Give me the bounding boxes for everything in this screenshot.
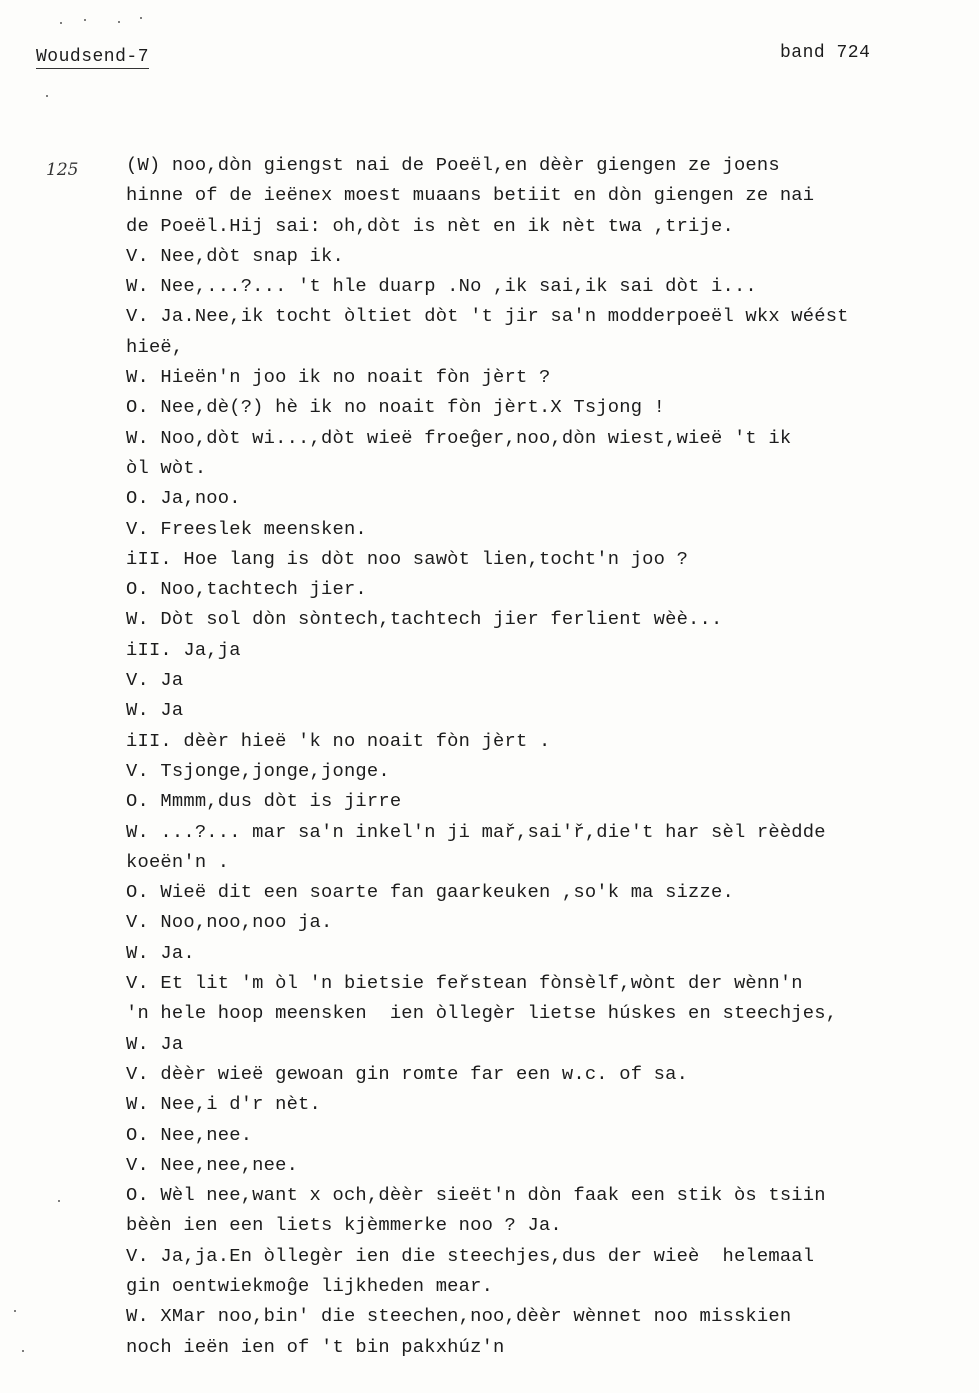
transcript-line: koeën'n .	[126, 850, 230, 873]
transcript-line: W. Nee,...?... 't hle duarp .No ,ik sai,ik sai dòt i...	[126, 275, 757, 298]
transcript-line: de Poeël.Hij sai: oh,dòt is nèt en ik nèt twa ,trije.	[126, 214, 734, 237]
transcript-line: W. Nee,i d'r nèt.	[126, 1093, 321, 1116]
transcript-line: V. Ja	[126, 669, 184, 692]
transcript-line: hinne of de ieënex moest muaans betiit en dòn giengen ze nai	[126, 184, 815, 207]
transcript-line: W. ...?... mar sa'n inkel'n ji mař,sai'ř,die't har sèl rèèdde	[126, 820, 826, 843]
transcript-line: hieë,	[126, 335, 184, 358]
transcript-line: W. Dòt sol dòn sòntech,tachtech jier ferlient wèè...	[126, 608, 723, 631]
transcript-line: W. Ja	[126, 699, 184, 722]
transcript-line: V. Nee,nee,nee.	[126, 1153, 299, 1176]
transcript-line: V. dèèr wieë gewoan gin romte far een w.c. of sa.	[126, 1062, 689, 1085]
transcript-line: iII. dèèr hieë 'k no noait fòn jèrt .	[126, 729, 551, 752]
transcript-line: iII. Ja,ja	[126, 638, 241, 661]
scan-speck	[22, 1350, 24, 1352]
transcript-line: V. Ja.Nee,ik tocht òltiet dòt 't jir sa'n modderpoeël wkx wéést	[126, 305, 849, 328]
transcript-line: W. XMar noo,bin' die steechen,noo,dèèr wènnet noo misskien	[126, 1305, 792, 1328]
scan-speck	[60, 22, 62, 24]
location-header: Woudsend-7	[36, 47, 150, 67]
transcript-line: V. Tsjonge,jonge,jonge.	[126, 759, 390, 782]
transcript-line: gin oentwiekmoĝe lijkheden mear.	[126, 1274, 494, 1297]
transcript-line: V. Freeslek meensken.	[126, 517, 367, 540]
transcript-line: bèèn ien een liets kjèmmerke noo ? Ja.	[126, 1214, 562, 1237]
transcript-line: V. Et lit 'm òl 'n bietsie feřstean fònsèlf,wònt der wènn'n	[126, 972, 803, 995]
transcript-line: W. Ja.	[126, 941, 195, 964]
scan-speck	[84, 19, 86, 21]
transcript-line: (W) noo,dòn giengst nai de Poeël,en dèèr giengen ze joens	[126, 154, 780, 176]
transcript-line: O. Nee,dè(?) hè ik no noait fòn jèrt.X Tsjong !	[126, 396, 666, 419]
transcript-line: noch ieën ien of 't bin pakxhúz'n	[126, 1335, 505, 1358]
transcript-line: O. Mmmm,dus dòt is jirre	[126, 790, 402, 813]
scan-speck	[140, 17, 142, 19]
transcript-line: O. Noo,tachtech jier.	[126, 578, 367, 601]
transcript-line: W. Noo,dòt wi...,dòt wieë froeĝer,noo,dòn wiest,wieë 't ik	[126, 426, 792, 449]
transcript-line: W. Ja	[126, 1032, 184, 1055]
transcript-line: iII. Hoe lang is dòt noo sawòt lien,tocht'n joo ?	[126, 547, 689, 570]
transcript-line: O. Wieë dit een soarte fan gaarkeuken ,so'k ma sizze.	[126, 881, 734, 904]
scan-speck	[14, 1310, 16, 1312]
scan-speck	[46, 95, 48, 97]
transcript-line: O. Ja,noo.	[126, 487, 241, 510]
transcript-line: O. Wèl nee,want x och,dèèr sieët'n dòn faak een stik òs tsiin	[126, 1184, 826, 1207]
transcript-line: V. Ja,ja.En òllegèr ien die steechjes,dus der wieè helemaal	[126, 1244, 815, 1267]
transcript-body	[126, 150, 926, 1362]
transcript-line: W. Hieën'n joo ik no noait fòn jèrt ?	[126, 366, 551, 389]
tape-number-header: band 724	[780, 43, 871, 63]
scan-speck	[58, 1200, 60, 1202]
transcript-line: V. Nee,dòt snap ik.	[126, 244, 344, 267]
transcript-line: òl wòt.	[126, 456, 207, 479]
handwritten-margin-number: 125	[46, 160, 79, 180]
scan-speck	[118, 21, 120, 23]
transcript-line: V. Noo,noo,noo ja.	[126, 911, 333, 934]
transcript-line: 'n hele hoop meensken ien òllegèr lietse húskes en steechjes,	[126, 1002, 838, 1025]
transcript-line: O. Nee,nee.	[126, 1123, 253, 1146]
